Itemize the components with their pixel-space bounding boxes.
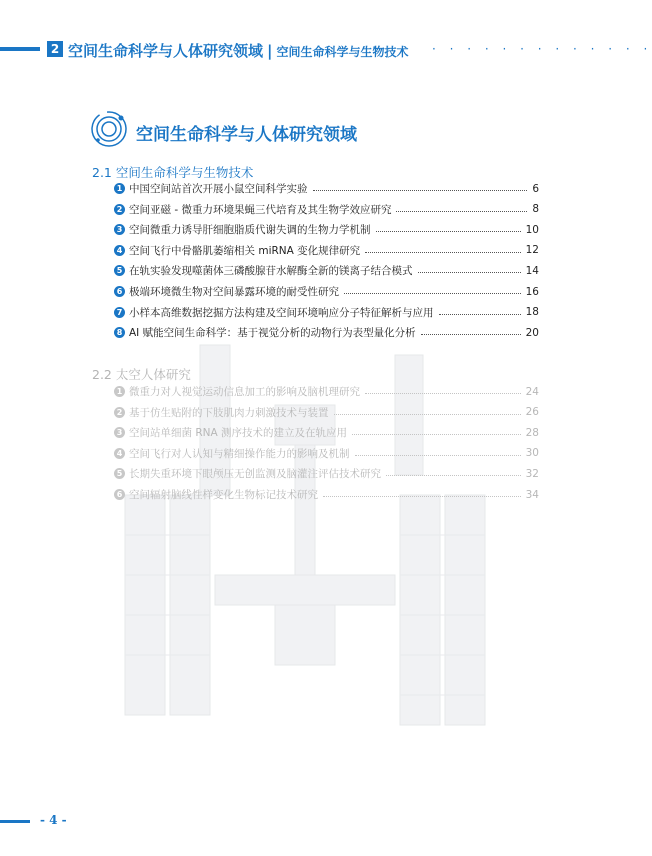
toc-entry-title: 微重力对人视觉运动信息加工的影响及脑机理研究 [129, 386, 360, 398]
toc-entry-title: 空间飞行对人认知与精细操作能力的影响及机制 [129, 447, 350, 460]
page-number: - 4 - [40, 813, 67, 827]
toc-leader-dots [421, 334, 521, 335]
toc-entry[interactable] [114, 465, 539, 482]
toc-entry-page: 24 [525, 385, 539, 398]
header-accent-bar [0, 47, 40, 51]
toc-entry-title: 基于仿生贴附的下肢肌肉力刺激技术与装置 [129, 406, 329, 419]
toc-entry-title: 空间站单细菌 RNA 测序技术的建立及在轨应用 [129, 427, 348, 440]
toc-entry-page: 18 [525, 306, 539, 319]
footer-accent-bar [0, 820, 30, 823]
toc-entry-title: AI 赋能空间生命科学：基于视觉分析的动物行为表型量化分析 [129, 327, 416, 340]
toc-entry[interactable] [114, 445, 539, 462]
toc-leader-dots [365, 393, 521, 394]
toc-leader-dots [323, 496, 521, 497]
toc-entry[interactable] [114, 283, 539, 300]
toc-entry-page: 30 [525, 447, 539, 460]
toc-leader-dots [365, 252, 520, 253]
toc-entry-title: 空间亚磁 - 微重力环境果蝇三代培育及其生物学效应研究 [129, 203, 392, 216]
toc-group-title: 2.2 太空人体研究 [92, 367, 191, 382]
toc-entry-page: 10 [525, 223, 539, 236]
toc-entry-number: 1 [114, 183, 125, 194]
header-separator: | [267, 42, 273, 60]
toc-entry-number: 4 [114, 245, 125, 256]
toc-leader-dots [386, 475, 521, 476]
toc-entry-title: 小样本高维数据挖掘方法构建及空间环境响应分子特征解析与应用 [129, 306, 434, 319]
space-station-illustration [95, 345, 595, 725]
toc-entry-title: 在轨实验发现噬菌体三磷酸腺苷水解酶全新的镁离子结合模式 [129, 265, 413, 278]
toc-entry-title: 空间微重力诱导肝细胞脂质代谢失调的生物力学机制 [129, 224, 371, 237]
chapter-title-text: 空间生命科学与人体研究领域 [68, 42, 264, 60]
toc-entry-number: 3 [114, 427, 125, 438]
toc-entry-page: 8 [532, 203, 539, 216]
toc-leader-dots [355, 455, 521, 456]
toc-entry[interactable] [114, 304, 539, 321]
toc-entry[interactable] [114, 404, 539, 421]
toc-entry-number: 4 [114, 448, 125, 459]
toc-entry-page: 26 [525, 406, 539, 419]
toc-leader-dots [352, 434, 521, 435]
toc-entry-page: 16 [525, 285, 539, 298]
toc-entry-page: 6 [532, 182, 539, 195]
toc-entry-number: 3 [114, 224, 125, 235]
toc-entry-page: 28 [525, 426, 539, 439]
toc-entry[interactable] [114, 383, 539, 400]
toc-entry[interactable] [114, 324, 539, 341]
toc-entry[interactable] [114, 221, 539, 238]
toc-entry[interactable] [114, 201, 539, 218]
toc-entry-page: 32 [525, 467, 539, 480]
toc-entry[interactable] [114, 262, 539, 279]
toc-entry-page: 20 [525, 326, 539, 339]
toc-entry-number: 8 [114, 327, 125, 338]
toc-entry-title: 长期失重环境下眼颅压无创监测及脑灌注评估技术研究 [129, 468, 381, 481]
toc-entry-number: 1 [114, 386, 125, 397]
toc-entry[interactable] [114, 180, 539, 197]
orbit-icon [90, 110, 128, 148]
toc-leader-dots [313, 190, 528, 191]
toc-entry-number: 2 [114, 204, 125, 215]
toc-entry-title: 空间辐射脑线性样变化生物标记技术研究 [129, 489, 318, 501]
toc-entry-title: 中国空间站首次开展小鼠空间科学实验 [129, 183, 308, 195]
toc-entry-number: 6 [114, 489, 125, 500]
toc-leader-dots [396, 211, 527, 212]
header-dots: · · · · · · · · · · · · · [432, 42, 652, 56]
toc-entry-number: 6 [114, 286, 125, 297]
toc-leader-dots [376, 231, 521, 232]
toc-entry-title: 空间飞行中骨骼肌萎缩相关 miRNA 变化规律研究 [129, 244, 361, 257]
toc-entry-number: 7 [114, 307, 125, 318]
toc-entry-number: 5 [114, 265, 125, 276]
toc-entry-page: 14 [525, 264, 539, 277]
section-title: 空间生命科学与人体研究领域 [136, 125, 357, 145]
toc-entry-page: 34 [525, 488, 539, 501]
chapter-number-badge: 2 [47, 41, 63, 57]
toc-entry-number: 5 [114, 468, 125, 479]
toc-leader-dots [334, 414, 521, 415]
chapter-subtitle: 空间生命科学与生物技术 [276, 45, 409, 59]
toc-entry[interactable] [114, 242, 539, 259]
toc-entry[interactable] [114, 424, 539, 441]
toc-leader-dots [344, 293, 521, 294]
chapter-title [68, 40, 409, 61]
toc-entry-page: 12 [525, 244, 539, 257]
toc-leader-dots [439, 314, 521, 315]
toc-leader-dots [418, 272, 521, 273]
toc-entry-number: 2 [114, 407, 125, 418]
toc-entry[interactable] [114, 486, 539, 503]
toc-entry-title: 极端环境微生物对空间暴露环境的耐受性研究 [129, 286, 339, 298]
toc-group-title: 2.1 空间生命科学与生物技术 [92, 165, 254, 180]
